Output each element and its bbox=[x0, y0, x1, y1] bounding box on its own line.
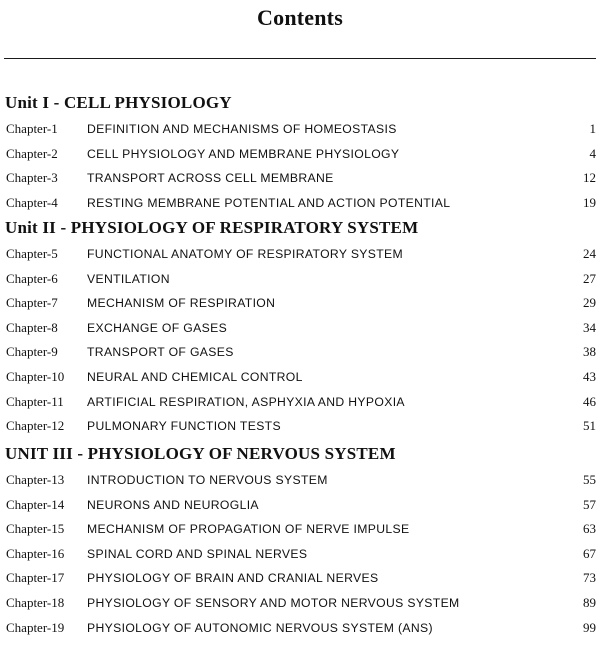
chapter-number: Chapter-18 bbox=[6, 595, 65, 610]
chapter-title: PHYSIOLOGY OF AUTONOMIC NERVOUS SYSTEM (ANS) bbox=[87, 620, 433, 635]
chapter-row[interactable] bbox=[0, 294, 600, 312]
chapter-page-number: 43 bbox=[583, 369, 596, 384]
chapter-title: ARTIFICIAL RESPIRATION, ASPHYXIA AND HYPOXIA bbox=[87, 394, 405, 409]
chapter-number: Chapter-16 bbox=[6, 545, 65, 561]
chapter-row[interactable] bbox=[0, 619, 600, 637]
chapter-row[interactable] bbox=[0, 319, 600, 337]
chapter-row[interactable] bbox=[0, 368, 600, 386]
chapter-page-number: 73 bbox=[583, 570, 596, 586]
chapter-page-number: 34 bbox=[583, 319, 596, 335]
chapter-title: RESTING MEMBRANE POTENTIAL AND ACTION POTENTIAL bbox=[87, 195, 451, 210]
chapter-page-number: 67 bbox=[583, 545, 596, 561]
chapter-title: MECHANISM OF RESPIRATION bbox=[87, 296, 276, 311]
chapter-row[interactable] bbox=[0, 245, 600, 263]
chapter-title: DEFINITION AND MECHANISMS OF HOMEOSTASIS bbox=[87, 122, 397, 136]
chapter-title: TRANSPORT OF GASES bbox=[87, 345, 234, 360]
chapter-page-number: 12 bbox=[583, 170, 596, 186]
chapter-row[interactable] bbox=[0, 120, 600, 138]
chapter-row[interactable] bbox=[0, 569, 600, 587]
chapter-number: Chapter-12 bbox=[6, 418, 65, 434]
chapter-title: NEURONS AND NEUROGLIA bbox=[87, 497, 259, 512]
chapter-number: Chapter-11 bbox=[6, 393, 64, 409]
chapter-number: Chapter-8 bbox=[6, 319, 58, 335]
chapter-page-number: 51 bbox=[583, 418, 596, 434]
chapter-number: Chapter-4 bbox=[6, 194, 58, 210]
chapter-page-number: 19 bbox=[583, 194, 596, 210]
chapter-page-number: 24 bbox=[583, 246, 596, 261]
chapter-number: Chapter-9 bbox=[6, 344, 58, 360]
page-title: Contents bbox=[257, 5, 343, 30]
chapter-number: Chapter-3 bbox=[6, 170, 58, 186]
chapter-page-number: 57 bbox=[583, 496, 596, 512]
chapter-number: Chapter-15 bbox=[6, 521, 65, 537]
chapter-row[interactable] bbox=[0, 520, 600, 538]
chapter-page-number: 4 bbox=[589, 145, 596, 161]
chapter-row[interactable] bbox=[0, 496, 600, 514]
chapter-title: NEURAL AND CHEMICAL CONTROL bbox=[87, 370, 303, 384]
chapter-page-number: 55 bbox=[583, 472, 596, 487]
chapter-title: PHYSIOLOGY OF SENSORY AND MOTOR NERVOUS SYSTEM bbox=[87, 596, 460, 610]
chapter-row[interactable] bbox=[0, 417, 600, 435]
chapter-number: Chapter-14 bbox=[6, 496, 65, 512]
chapter-number: Chapter-2 bbox=[6, 145, 58, 161]
chapter-title: MECHANISM OF PROPAGATION OF NERVE IMPULSE bbox=[87, 522, 410, 537]
chapter-number: Chapter-7 bbox=[6, 295, 58, 311]
chapter-title: INTRODUCTION TO NERVOUS SYSTEM bbox=[87, 473, 328, 487]
chapter-number: Chapter-13 bbox=[6, 472, 65, 487]
chapter-title: SPINAL CORD AND SPINAL NERVES bbox=[87, 546, 308, 561]
chapter-page-number: 99 bbox=[583, 619, 596, 635]
chapter-number: Chapter-5 bbox=[6, 246, 58, 261]
chapter-row[interactable] bbox=[0, 145, 600, 163]
chapter-page-number: 1 bbox=[589, 121, 596, 136]
chapter-title: PULMONARY FUNCTION TESTS bbox=[87, 419, 281, 434]
chapter-row[interactable] bbox=[0, 270, 600, 288]
chapter-title: TRANSPORT ACROSS CELL MEMBRANE bbox=[87, 171, 334, 186]
unit-heading: Unit II - PHYSIOLOGY OF RESPIRATORY SYSTEM bbox=[5, 218, 419, 237]
chapter-title: VENTILATION bbox=[87, 271, 170, 286]
chapter-row[interactable] bbox=[0, 393, 600, 411]
unit-heading: UNIT III - PHYSIOLOGY OF NERVOUS SYSTEM bbox=[5, 444, 396, 463]
chapter-page-number: 89 bbox=[583, 595, 596, 610]
chapter-row[interactable] bbox=[0, 594, 600, 612]
chapter-page-number: 27 bbox=[583, 270, 596, 286]
chapter-row[interactable] bbox=[0, 343, 600, 361]
chapter-number: Chapter-10 bbox=[6, 369, 65, 384]
chapter-title: PHYSIOLOGY OF BRAIN AND CRANIAL NERVES bbox=[87, 571, 379, 586]
chapter-page-number: 63 bbox=[583, 521, 596, 537]
chapter-page-number: 29 bbox=[583, 295, 596, 311]
chapter-number: Chapter-17 bbox=[6, 570, 65, 586]
chapter-title: EXCHANGE OF GASES bbox=[87, 320, 228, 335]
chapter-row[interactable] bbox=[0, 194, 600, 212]
chapter-row[interactable] bbox=[0, 169, 600, 187]
chapter-title: CELL PHYSIOLOGY AND MEMBRANE PHYSIOLOGY bbox=[87, 146, 400, 161]
chapter-number: Chapter-19 bbox=[6, 619, 65, 635]
chapter-title: FUNCTIONAL ANATOMY OF RESPIRATORY SYSTEM bbox=[87, 247, 404, 261]
chapter-page-number: 46 bbox=[583, 393, 596, 409]
chapter-number: Chapter-6 bbox=[6, 270, 58, 286]
unit-heading: Unit I - CELL PHYSIOLOGY bbox=[5, 93, 232, 112]
chapter-number: Chapter-1 bbox=[6, 121, 58, 136]
chapter-row[interactable] bbox=[0, 545, 600, 563]
chapter-row[interactable] bbox=[0, 471, 600, 489]
chapter-page-number: 38 bbox=[583, 344, 596, 360]
